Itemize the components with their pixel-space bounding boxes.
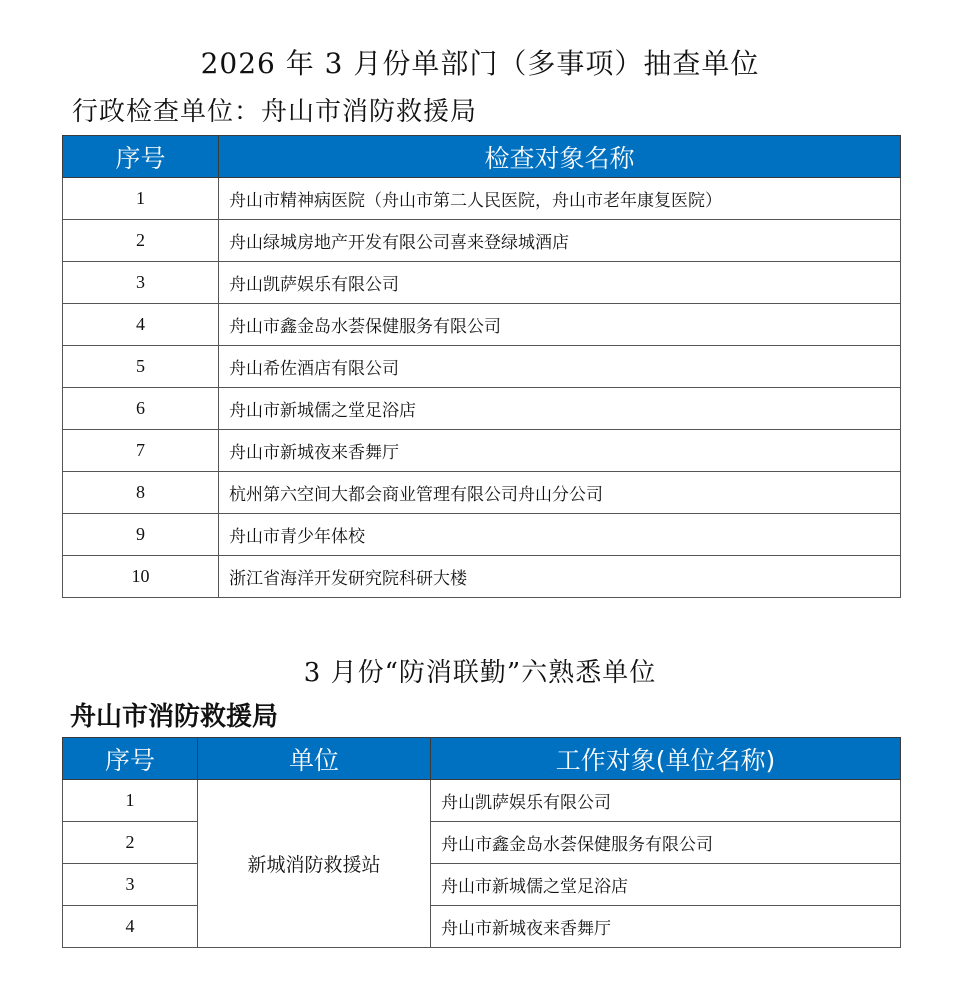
table-row	[63, 388, 901, 430]
target-name: 舟山绿城房地产开发有限公司喜来登绿城酒店	[219, 220, 901, 262]
table-row	[63, 780, 901, 822]
table-row	[63, 178, 901, 220]
row-number: 5	[63, 346, 219, 388]
joint-duty-table	[62, 737, 901, 948]
table-row	[63, 430, 901, 472]
table-header-row	[63, 136, 901, 178]
row-number: 3	[63, 864, 198, 906]
target-name: 舟山市精神病医院（舟山市第二人民医院，舟山市老年康复医院）	[219, 178, 901, 220]
fire-bureau-label: 舟山市消防救援局	[70, 702, 279, 732]
row-number: 4	[63, 906, 198, 948]
row-number: 8	[63, 472, 219, 514]
row-number: 7	[63, 430, 219, 472]
unit-name: 新城消防救援站	[198, 780, 431, 948]
target-name: 舟山市新城儒之堂足浴店	[431, 864, 901, 906]
row-number: 9	[63, 514, 219, 556]
column-header-target-name: 检查对象名称	[219, 136, 901, 178]
row-number: 1	[63, 178, 219, 220]
target-name: 杭州第六空间大都会商业管理有限公司舟山分公司	[219, 472, 901, 514]
column-header-no: 序号	[63, 136, 219, 178]
row-number: 6	[63, 388, 219, 430]
inspection-table	[62, 135, 901, 598]
row-number: 2	[63, 822, 198, 864]
table-row	[63, 864, 901, 906]
table-row	[63, 220, 901, 262]
target-name: 浙江省海洋开发研究院科研大楼	[219, 556, 901, 598]
table-row	[63, 262, 901, 304]
target-name: 舟山市新城夜来香舞厅	[431, 906, 901, 948]
target-name: 舟山市鑫金岛水荟保健服务有限公司	[431, 822, 901, 864]
column-header-work-target: 工作对象(单位名称)	[431, 738, 901, 780]
table-row	[63, 472, 901, 514]
row-number: 2	[63, 220, 219, 262]
table-row	[63, 304, 901, 346]
inspection-unit-label: 行政检查单位：舟山市消防救援局	[72, 97, 478, 127]
table-row	[63, 906, 901, 948]
target-name: 舟山市青少年体校	[219, 514, 901, 556]
target-name: 舟山市新城夜来香舞厅	[219, 430, 901, 472]
target-name: 舟山希佐酒店有限公司	[219, 346, 901, 388]
row-number: 10	[63, 556, 219, 598]
target-name: 舟山凯萨娱乐有限公司	[219, 262, 901, 304]
row-number: 3	[63, 262, 219, 304]
target-name: 舟山凯萨娱乐有限公司	[431, 780, 901, 822]
table-row	[63, 346, 901, 388]
table-row	[63, 822, 901, 864]
document-title: 2026 年 3 月份单部门（多事项）抽查单位	[200, 47, 760, 80]
table-row	[63, 556, 901, 598]
column-header-unit: 单位	[198, 738, 431, 780]
row-number: 4	[63, 304, 219, 346]
target-name: 舟山市鑫金岛水荟保健服务有限公司	[219, 304, 901, 346]
row-number: 1	[63, 780, 198, 822]
table-row	[63, 514, 901, 556]
table-header-row	[63, 738, 901, 780]
target-name: 舟山市新城儒之堂足浴店	[219, 388, 901, 430]
joint-duty-title: 3 月份“防消联勤”六熟悉单位	[303, 658, 657, 688]
column-header-no: 序号	[63, 738, 198, 780]
